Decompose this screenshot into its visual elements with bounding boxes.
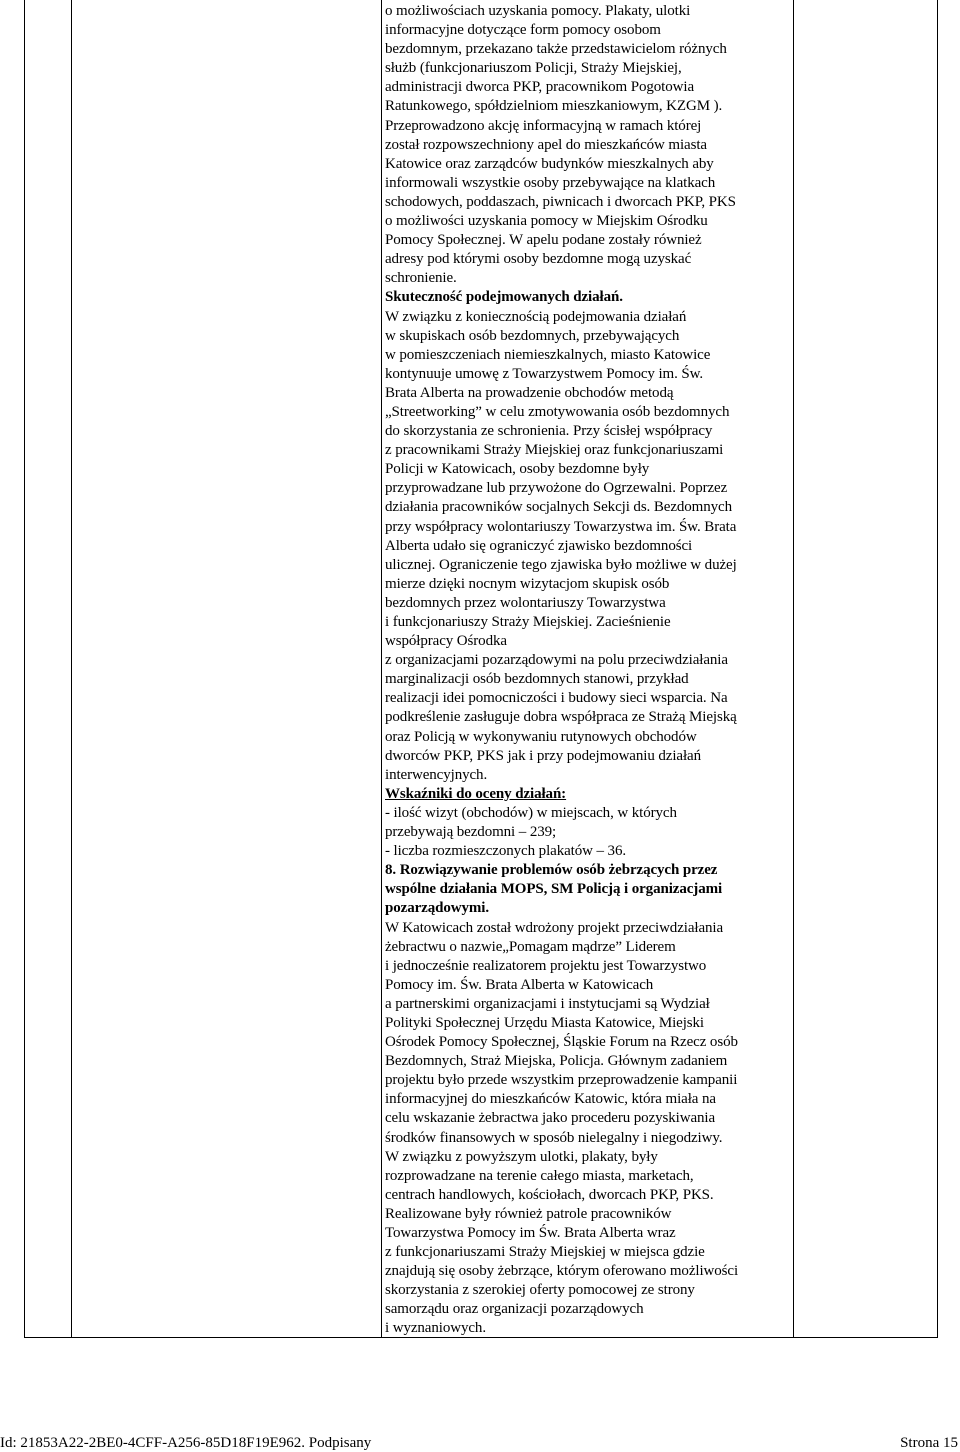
text-line: marginalizacji osób bezdomnych stanowi, przykład	[385, 671, 689, 688]
table-column-divider-3	[793, 0, 794, 1337]
text-line: do skorzystania ze schronienia. Przy ścisłej współpracy	[385, 423, 713, 440]
table-cell-description	[385, 2, 792, 1339]
text-line: rozprowadzane na terenie całego miasta, marketach,	[385, 1167, 694, 1184]
text-line: przy współpracy wolontariuszy Towarzystwa im. Św. Brata	[385, 518, 737, 535]
text-line: żebractwu o nazwie„Pomagam mądrze” Liderem	[385, 938, 676, 955]
text-line: ulicznej. Ograniczenie tego zjawiska było możliwe w dużej	[385, 556, 737, 573]
text-line: Bezdomnych, Straż Miejska, Policja. Głównym zadaniem	[385, 1053, 728, 1070]
text-line: przebywają bezdomni – 239;	[385, 824, 557, 841]
text-line: informacyjne dotyczące form pomocy osobom	[385, 22, 661, 39]
text-line: i jednocześnie realizatorem projektu jest Towarzystwo	[385, 957, 707, 974]
table-border-left	[24, 0, 25, 1337]
text-line: Brata Alberta na prowadzenie obchodów metodą	[385, 384, 674, 401]
text-line: samorządu oraz organizacji pozarządowych	[385, 1301, 644, 1318]
text-line: Wskaźniki do oceny działań:	[385, 785, 567, 802]
text-line: 8. Rozwiązywanie problemów osób żebrzących przez	[385, 862, 718, 879]
text-line: z organizacjami pozarządowymi na polu przeciwdziałania	[385, 652, 728, 669]
text-line: W związku z koniecznością podejmowania działań	[385, 308, 687, 325]
text-line: „Streetworking” w celu zmotywowania osób bezdomnych	[385, 403, 730, 420]
text-line: projektu było przede wszystkim przeprowadzenie kampanii	[385, 1072, 738, 1089]
text-line: znajdują się osoby żebrzące, którym oferowano możliwości	[385, 1263, 739, 1280]
text-line: oraz Policją w wykonywaniu rutynowych obchodów	[385, 728, 697, 745]
text-line: skorzystania z szerokiej oferty pomocowej ze strony	[385, 1282, 695, 1299]
text-line: informowali wszystkie osoby przebywające na klatkach	[385, 174, 716, 191]
text-line: i wyznaniowych.	[385, 1320, 486, 1337]
text-line: - ilość wizyt (obchodów) w miejscach, w których	[385, 804, 677, 821]
text-line: dworców PKP, PKS jak i przy podejmowaniu działań	[385, 747, 701, 764]
text-line: Przeprowadzono akcję informacyjną w ramach której	[385, 117, 702, 134]
text-line: Alberta udało się ograniczyć zjawisko bezdomności	[385, 537, 693, 554]
document-id-footer: Id: 21853A22-2BE0-4CFF-A256-85D18F19E962. Podpisany	[0, 1435, 372, 1451]
text-line: wspólne działania MOPS, SM Policją i organizacjami	[385, 881, 723, 898]
text-line: Ośrodek Pomocy Społecznej, Śląskie Forum na Rzecz osób	[385, 1034, 738, 1051]
table-column-divider-1	[71, 0, 72, 1337]
text-line: Katowice oraz zarządców budynków mieszkalnych aby	[385, 155, 714, 172]
text-line: administracji dworca PKP, pracownikom Pogotowia	[385, 79, 695, 96]
text-line: adresy pod którymi osoby bezdomne mogą uzyskać	[385, 251, 692, 268]
text-line: w skupiskach osób bezdomnych, przebywających	[385, 327, 680, 344]
text-line: Ratunkowego, spółdzielniom mieszkaniowym, KZGM ).	[385, 98, 723, 115]
text-line: został rozpowszechniony apel do mieszkańców miasta	[385, 136, 707, 153]
text-line: - liczba rozmieszczonych plakatów – 36.	[385, 843, 627, 860]
text-line: bezdomnych przez wolontariuszy Towarzystwa	[385, 594, 666, 611]
text-line: realizacji idei pomocniczości i budowy sieci wsparcia. Na	[385, 690, 728, 707]
text-line: i funkcjonariuszy Straży Miejskiej. Zacieśnienie	[385, 614, 671, 630]
text-line: kontynuuje umowę z Towarzystwem Pomocy im. Św.	[385, 365, 704, 382]
text-line: W związku z powyższym ulotki, plakaty, były	[385, 1148, 658, 1165]
text-line: z funkcjonariuszami Straży Miejskiej w miejsca gdzie	[385, 1244, 705, 1261]
text-line: współpracy Ośrodka	[385, 633, 507, 650]
text-line: informacyjnej do mieszkańców Katowic, która miała na	[385, 1091, 716, 1108]
text-line: o możliwościach uzyskania pomocy. Plakaty, ulotki	[385, 3, 691, 19]
text-line: z pracownikami Straży Miejskiej oraz funkcjonariuszami	[385, 442, 724, 459]
text-line: mierze dzięki nocnym wizytacjom skupisk osób	[385, 575, 670, 592]
text-line: bezdomnym, przekazano także przedstawicielom różnych	[385, 41, 727, 58]
text-line: Polityki Społecznej Urzędu Miasta Katowice, Miejski	[385, 1014, 704, 1031]
text-line: działania pracowników socjalnych Sekcji ds. Bezdomnych	[385, 499, 732, 516]
text-line: centrach handlowych, kościołach, dworcach PKP, PKS.	[385, 1186, 714, 1203]
text-line: W Katowicach został wdrożony projekt przeciwdziałania	[385, 919, 724, 936]
page-number: Strona 15	[900, 1435, 958, 1451]
text-line: Pomocy Społecznej. W apelu podane zostały również	[385, 232, 702, 249]
text-line: celu wskazanie żebractwa jako procederu pozyskiwania	[385, 1110, 716, 1127]
text-line: w pomieszczeniach niemieszkalnych, miasto Katowice	[385, 346, 711, 363]
text-line: a partnerskimi organizacjami i instytucjami są Wydział	[385, 995, 710, 1012]
text-line: Towarzystwa Pomocy im Św. Brata Alberta wraz	[385, 1225, 676, 1241]
text-line: schodowych, poddaszach, piwnicach i dworcach PKP, PKS	[385, 193, 736, 210]
table-border-right	[937, 0, 938, 1337]
text-line: pozarządowymi.	[385, 900, 490, 917]
text-line: Policji w Katowicach, osoby bezdomne były	[385, 461, 650, 478]
text-line: Skuteczność podejmowanych działań.	[385, 289, 623, 306]
text-line: środków finansowych w sposób nielegalny i niegodziwy.	[385, 1129, 723, 1146]
text-line: schronienie.	[385, 270, 457, 287]
text-line: służb (funkcjonariuszom Policji, Straży Miejskiej,	[385, 60, 682, 77]
text-line: interwencyjnych.	[385, 766, 488, 783]
text-line: o możliwości uzyskania pomocy w Miejskim Ośrodku	[385, 213, 708, 230]
table-column-divider-2	[381, 0, 382, 1337]
text-line: podkreślenie zasługuje dobra współpraca ze Strażą Miejską	[385, 709, 737, 726]
text-line: Realizowane były również patrole pracowników	[385, 1205, 672, 1222]
text-line: przyprowadzane lub przywożone do Ogrzewalni. Poprzez	[385, 480, 728, 497]
text-line: Pomocy im. Św. Brata Alberta w Katowicach	[385, 976, 654, 993]
